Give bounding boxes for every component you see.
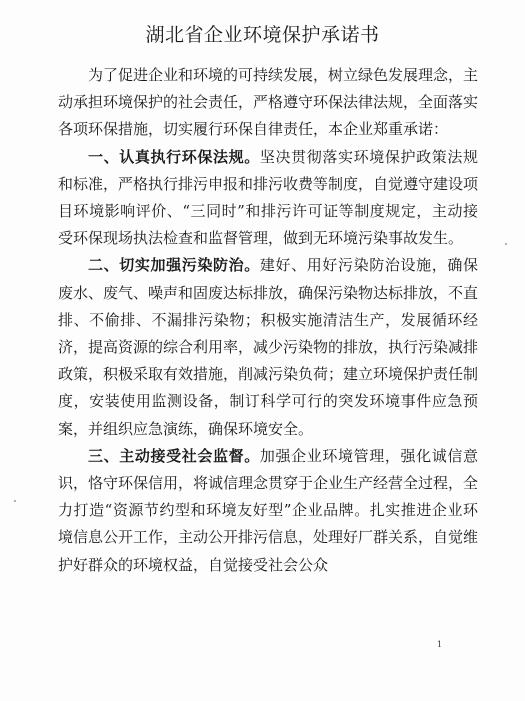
document-body bbox=[58, 62, 478, 579]
section-3-heading: 三、主动接受社会监督。 bbox=[88, 446, 260, 465]
scan-speck bbox=[505, 243, 507, 245]
section-2-heading: 二、切实加强污染防治。 bbox=[88, 256, 260, 275]
page-number: 1 bbox=[437, 640, 443, 649]
section-1-text: 坚决贯彻落实环境保护政策法规和标准，严格执行排污申报和排污收费等制度，自觉遵守建设项目环境影响评价、“三同时”和排污许可证等制度规定，主动接受环保现场执法检查和监督管理，做到无环境污染事故发生。 bbox=[58, 147, 479, 248]
scan-speck bbox=[14, 500, 16, 502]
section-3-paragraph bbox=[58, 443, 478, 579]
section-1-heading: 一、认真执行环保法规。 bbox=[88, 147, 260, 166]
section-2-paragraph bbox=[58, 252, 478, 442]
section-2-text: 建好、用好污染防治设施，确保废水、废气、噪声和固废达标排放，确保污染物达标排放，不直排、不偷排、不漏排污染物；积极实施清洁生产，发展循环经济，提高资源的综合利用率，减少污染物的排放，执行污染减排政策，积极采取有效措施，削减污染负荷；建立环境保护责任制度，安装使用监测设备，制订科学可行的突发环境事件应急预案，并组织应急演练，确保环境安全。 bbox=[58, 256, 479, 438]
section-1-paragraph bbox=[58, 144, 478, 253]
section-3-text: 加强企业环境管理，强化诚信意识，恪守环保信用，将诚信理念贯穿于企业生产经营全过程，全力打造“资源节约型和环境友好型”企业品牌。扎实推进企业环境信息公开工作，主动公开排污信息，处理好厂群关系，自觉维护好群众的环境权益，自觉接受社会公众 bbox=[58, 446, 479, 574]
document-title: 湖北省企业环境保护承诺书 bbox=[145, 24, 380, 46]
intro-paragraph: 为了促进企业和环境的可持续发展，树立绿色发展理念，主动承担环境保护的社会责任，严格遵守环保法律法规，全面落实各项环保措施，切实履行环保自律责任，本企业郑重承诺： bbox=[58, 66, 479, 139]
